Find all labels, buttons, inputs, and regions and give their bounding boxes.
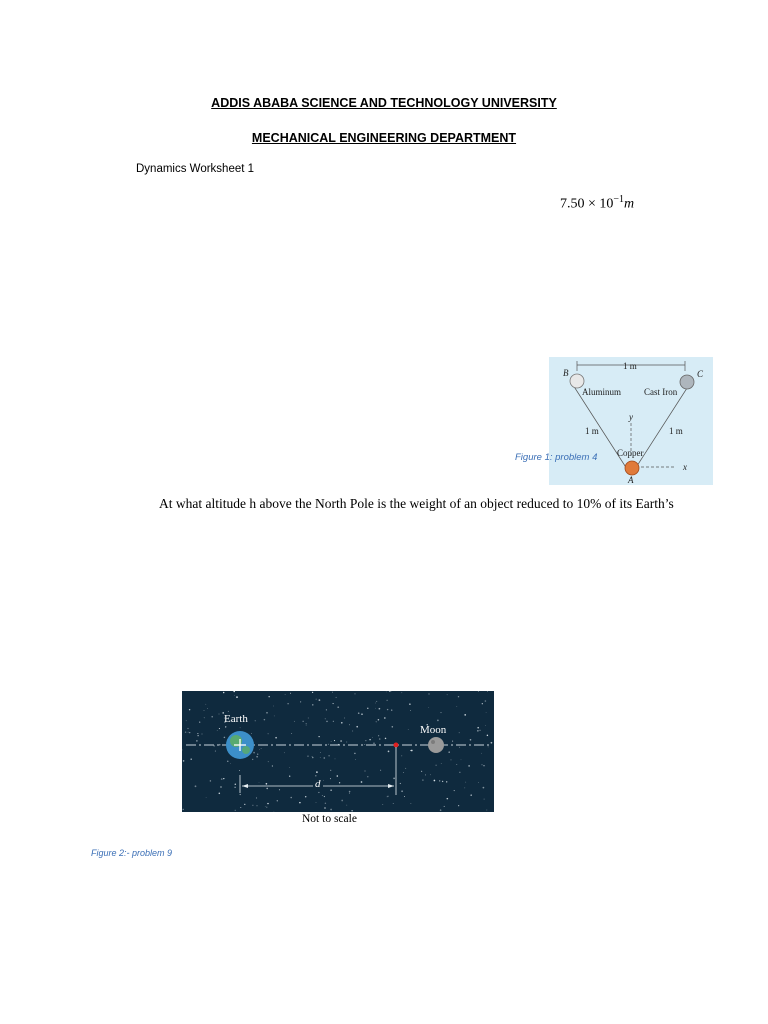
- star: [316, 802, 317, 803]
- star: [275, 737, 277, 739]
- star: [401, 790, 403, 792]
- aluminum-sphere: [570, 374, 584, 388]
- star: [257, 754, 258, 755]
- star: [355, 759, 356, 760]
- star: [356, 726, 358, 728]
- formula-value: [560, 194, 634, 213]
- star: [401, 692, 402, 693]
- star: [340, 740, 342, 742]
- formula-exponent: −1: [613, 194, 625, 205]
- formula-times: ×: [588, 196, 596, 212]
- star: [440, 712, 441, 713]
- star: [388, 751, 390, 753]
- star: [378, 719, 380, 721]
- star: [439, 780, 440, 781]
- figure-1-caption: Figure 1: problem 4: [515, 452, 598, 463]
- star: [333, 703, 334, 704]
- star: [312, 692, 313, 693]
- star: [259, 749, 260, 750]
- star: [219, 728, 220, 729]
- star: [456, 764, 457, 765]
- star: [267, 803, 268, 804]
- star: [339, 782, 340, 783]
- star: [330, 770, 331, 771]
- star: [361, 713, 362, 714]
- star: [378, 735, 379, 736]
- star: [221, 778, 223, 780]
- star: [487, 735, 488, 736]
- star: [306, 723, 307, 724]
- star: [428, 693, 429, 694]
- star: [382, 804, 383, 805]
- star: [454, 790, 455, 791]
- point-b-label: B: [563, 368, 569, 378]
- star: [264, 719, 266, 721]
- star: [375, 703, 376, 704]
- star: [324, 807, 326, 809]
- star: [227, 761, 228, 762]
- star: [197, 733, 198, 734]
- star: [464, 788, 465, 789]
- star: [392, 726, 394, 728]
- star: [389, 691, 390, 692]
- star: [330, 790, 331, 791]
- figure-1-spheres-diagram: [549, 357, 713, 485]
- star: [219, 744, 221, 746]
- star: [335, 759, 336, 760]
- star: [364, 744, 365, 745]
- star: [284, 752, 285, 753]
- star: [266, 712, 268, 714]
- star: [349, 791, 351, 793]
- star: [486, 810, 487, 811]
- star: [434, 780, 436, 782]
- star: [252, 805, 253, 806]
- star: [261, 748, 262, 749]
- star: [387, 700, 388, 701]
- star: [287, 703, 288, 704]
- star: [341, 800, 343, 802]
- star: [485, 725, 486, 726]
- star: [239, 770, 240, 771]
- star: [400, 783, 401, 784]
- star: [332, 692, 333, 693]
- star: [306, 725, 307, 726]
- star: [482, 764, 483, 765]
- star: [207, 708, 208, 709]
- starfield: [182, 691, 494, 812]
- star: [266, 807, 267, 808]
- point-c-label: C: [697, 369, 704, 379]
- star: [487, 691, 488, 692]
- star: [187, 728, 188, 729]
- star: [349, 793, 350, 794]
- star: [464, 714, 466, 716]
- star: [337, 775, 339, 777]
- star: [228, 711, 229, 712]
- star: [240, 727, 241, 728]
- star: [470, 739, 472, 741]
- star: [325, 803, 326, 804]
- star: [379, 708, 381, 710]
- star: [388, 796, 389, 797]
- star: [380, 770, 381, 771]
- star: [365, 740, 366, 741]
- star: [393, 778, 395, 780]
- star: [361, 781, 363, 783]
- star: [391, 709, 392, 710]
- star: [355, 693, 356, 694]
- star: [446, 781, 447, 782]
- star: [326, 709, 327, 710]
- star: [354, 753, 356, 755]
- star: [442, 781, 443, 782]
- star: [477, 727, 479, 729]
- star: [236, 696, 238, 698]
- star: [331, 741, 332, 742]
- figure-2-earth-moon-diagram: [182, 691, 494, 812]
- star: [277, 800, 278, 801]
- earth-label: Earth: [224, 713, 248, 725]
- star: [411, 803, 412, 804]
- star: [289, 776, 290, 777]
- star: [255, 720, 256, 721]
- star: [341, 722, 343, 724]
- star: [448, 751, 450, 753]
- star: [223, 778, 224, 779]
- star: [373, 743, 374, 744]
- star: [477, 730, 478, 731]
- department-heading: MECHANICAL ENGINEERING DEPARTMENT: [251, 131, 517, 145]
- star: [328, 744, 329, 745]
- star: [387, 709, 388, 710]
- not-to-scale-note: Not to scale: [302, 813, 357, 825]
- star: [183, 760, 185, 762]
- star: [223, 692, 225, 694]
- star: [422, 779, 423, 780]
- star: [265, 806, 266, 807]
- star: [386, 692, 387, 693]
- star: [320, 752, 321, 753]
- star: [430, 774, 431, 775]
- star: [479, 730, 480, 731]
- star: [196, 740, 197, 741]
- star: [259, 782, 260, 783]
- star: [344, 718, 345, 719]
- star: [393, 803, 394, 804]
- star: [188, 732, 189, 733]
- star: [372, 737, 373, 738]
- star: [204, 710, 205, 711]
- star: [410, 750, 411, 751]
- cast-iron-label: Cast Iron: [644, 387, 678, 397]
- axis-y-label: y: [629, 412, 633, 422]
- star: [369, 739, 371, 741]
- star: [189, 732, 190, 733]
- star: [266, 788, 268, 790]
- star: [273, 706, 274, 707]
- star: [352, 731, 353, 732]
- star: [308, 717, 309, 718]
- star: [421, 771, 422, 772]
- star: [315, 775, 317, 777]
- star: [482, 703, 483, 704]
- star: [233, 691, 235, 692]
- star: [268, 696, 270, 698]
- star: [488, 747, 489, 748]
- star: [346, 742, 347, 743]
- star: [266, 783, 268, 785]
- star: [390, 691, 391, 692]
- star: [452, 741, 453, 742]
- star: [198, 735, 199, 736]
- star: [376, 721, 377, 722]
- star: [401, 756, 402, 757]
- star: [325, 718, 326, 719]
- star: [182, 749, 183, 750]
- star: [459, 732, 460, 733]
- star: [305, 796, 306, 797]
- star: [330, 809, 332, 811]
- star: [478, 691, 479, 692]
- star: [189, 709, 190, 710]
- star: [435, 765, 436, 766]
- star: [451, 759, 452, 760]
- star: [316, 699, 317, 700]
- star: [312, 704, 313, 705]
- star: [425, 774, 426, 775]
- figure-2-caption: Figure 2:- problem 9: [91, 848, 173, 858]
- question-text: At what altitude h above the North Pole is the weight of an object reduced to 10% of its Earth’s: [159, 496, 674, 511]
- star: [240, 807, 241, 808]
- star: [456, 706, 457, 707]
- star: [323, 757, 325, 759]
- star: [319, 699, 321, 701]
- star: [211, 716, 213, 718]
- formula-base: 10: [599, 196, 614, 212]
- star: [410, 710, 411, 711]
- star: [470, 794, 472, 796]
- star: [459, 747, 460, 748]
- star: [235, 783, 237, 785]
- star: [235, 810, 236, 811]
- star: [253, 752, 255, 754]
- star: [290, 693, 291, 694]
- star: [220, 786, 222, 788]
- star: [484, 799, 485, 800]
- star: [333, 721, 334, 722]
- star: [334, 740, 335, 741]
- star: [225, 726, 226, 727]
- star: [458, 696, 459, 697]
- star: [364, 770, 365, 771]
- copper-label: Copper: [617, 448, 644, 458]
- star: [326, 721, 328, 723]
- star: [252, 759, 253, 760]
- star: [324, 796, 325, 797]
- star: [486, 712, 487, 713]
- star: [379, 738, 381, 740]
- star: [376, 701, 377, 702]
- star: [299, 802, 301, 804]
- star: [483, 765, 484, 766]
- formula-mantissa: 7.50: [560, 196, 585, 212]
- star: [256, 756, 257, 757]
- star: [441, 763, 442, 764]
- right-length-label: 1 m: [669, 426, 683, 436]
- star: [289, 767, 290, 768]
- star: [202, 734, 203, 735]
- star: [447, 798, 449, 800]
- star: [219, 793, 221, 795]
- star: [268, 733, 269, 734]
- star: [322, 795, 323, 796]
- star: [190, 758, 191, 759]
- star: [312, 756, 313, 757]
- star: [244, 804, 245, 805]
- formula-unit: m: [624, 196, 635, 212]
- star: [404, 796, 405, 797]
- star: [478, 782, 479, 783]
- star: [437, 720, 439, 722]
- star: [210, 780, 212, 782]
- star: [328, 755, 329, 756]
- star: [318, 736, 319, 737]
- star: [468, 765, 470, 767]
- left-length-label: 1 m: [585, 426, 599, 436]
- star: [358, 712, 360, 714]
- star: [234, 695, 235, 696]
- star: [447, 694, 448, 695]
- star: [403, 772, 404, 773]
- top-length-label: 1 m: [623, 361, 637, 371]
- star: [195, 785, 197, 787]
- equilibrium-point: [394, 743, 399, 748]
- university-heading: ADDIS ABABA SCIENCE AND TECHNOLOGY UNIVERSITY: [211, 96, 557, 110]
- moon-globe: [428, 737, 444, 753]
- star: [285, 694, 286, 695]
- star: [320, 757, 321, 758]
- star: [428, 707, 429, 708]
- star: [408, 729, 409, 730]
- star: [205, 704, 206, 705]
- star: [316, 771, 318, 773]
- star: [346, 805, 347, 806]
- star: [199, 722, 200, 723]
- star: [351, 810, 352, 811]
- star: [230, 763, 231, 764]
- star: [186, 720, 187, 721]
- star: [279, 789, 280, 790]
- star: [461, 759, 462, 760]
- star: [465, 782, 466, 783]
- star: [274, 811, 275, 812]
- star: [185, 731, 186, 732]
- star: [294, 721, 295, 722]
- star: [257, 805, 258, 806]
- axis-x-label: x: [683, 462, 687, 472]
- star: [491, 742, 493, 744]
- worksheet-subtitle: Dynamics Worksheet 1: [136, 163, 255, 175]
- star: [312, 757, 313, 758]
- star: [387, 796, 388, 797]
- star: [215, 751, 216, 752]
- star: [183, 809, 184, 810]
- star: [217, 730, 218, 731]
- star: [291, 733, 292, 734]
- cast-iron-sphere: [680, 375, 694, 389]
- star: [219, 714, 220, 715]
- copper-sphere: [625, 461, 639, 475]
- star: [485, 700, 487, 702]
- star: [307, 756, 308, 757]
- star: [367, 708, 368, 709]
- moon-label: Moon: [420, 724, 447, 736]
- star: [330, 778, 331, 779]
- star: [444, 806, 445, 807]
- star: [240, 794, 241, 795]
- star: [349, 724, 350, 725]
- star: [483, 787, 485, 789]
- star: [481, 753, 482, 754]
- star: [459, 772, 460, 773]
- star: [375, 708, 376, 709]
- star: [251, 733, 252, 734]
- star: [204, 717, 205, 718]
- star: [300, 701, 301, 702]
- star: [224, 737, 226, 739]
- star: [206, 797, 207, 798]
- star: [411, 750, 413, 752]
- star: [440, 809, 442, 811]
- point-a-label: A: [628, 475, 634, 485]
- star: [318, 792, 319, 793]
- star: [385, 738, 387, 740]
- aluminum-label: Aluminum: [582, 387, 622, 397]
- star: [337, 706, 339, 708]
- distance-label: d: [315, 778, 321, 790]
- star: [268, 761, 269, 762]
- star: [234, 787, 235, 788]
- star: [303, 721, 304, 722]
- star: [256, 797, 257, 798]
- star: [367, 776, 368, 777]
- star: [405, 768, 406, 769]
- star: [384, 717, 386, 719]
- star: [336, 697, 337, 698]
- star: [290, 797, 292, 799]
- star: [274, 716, 275, 717]
- star: [409, 703, 411, 705]
- star: [458, 805, 459, 806]
- star: [272, 765, 273, 766]
